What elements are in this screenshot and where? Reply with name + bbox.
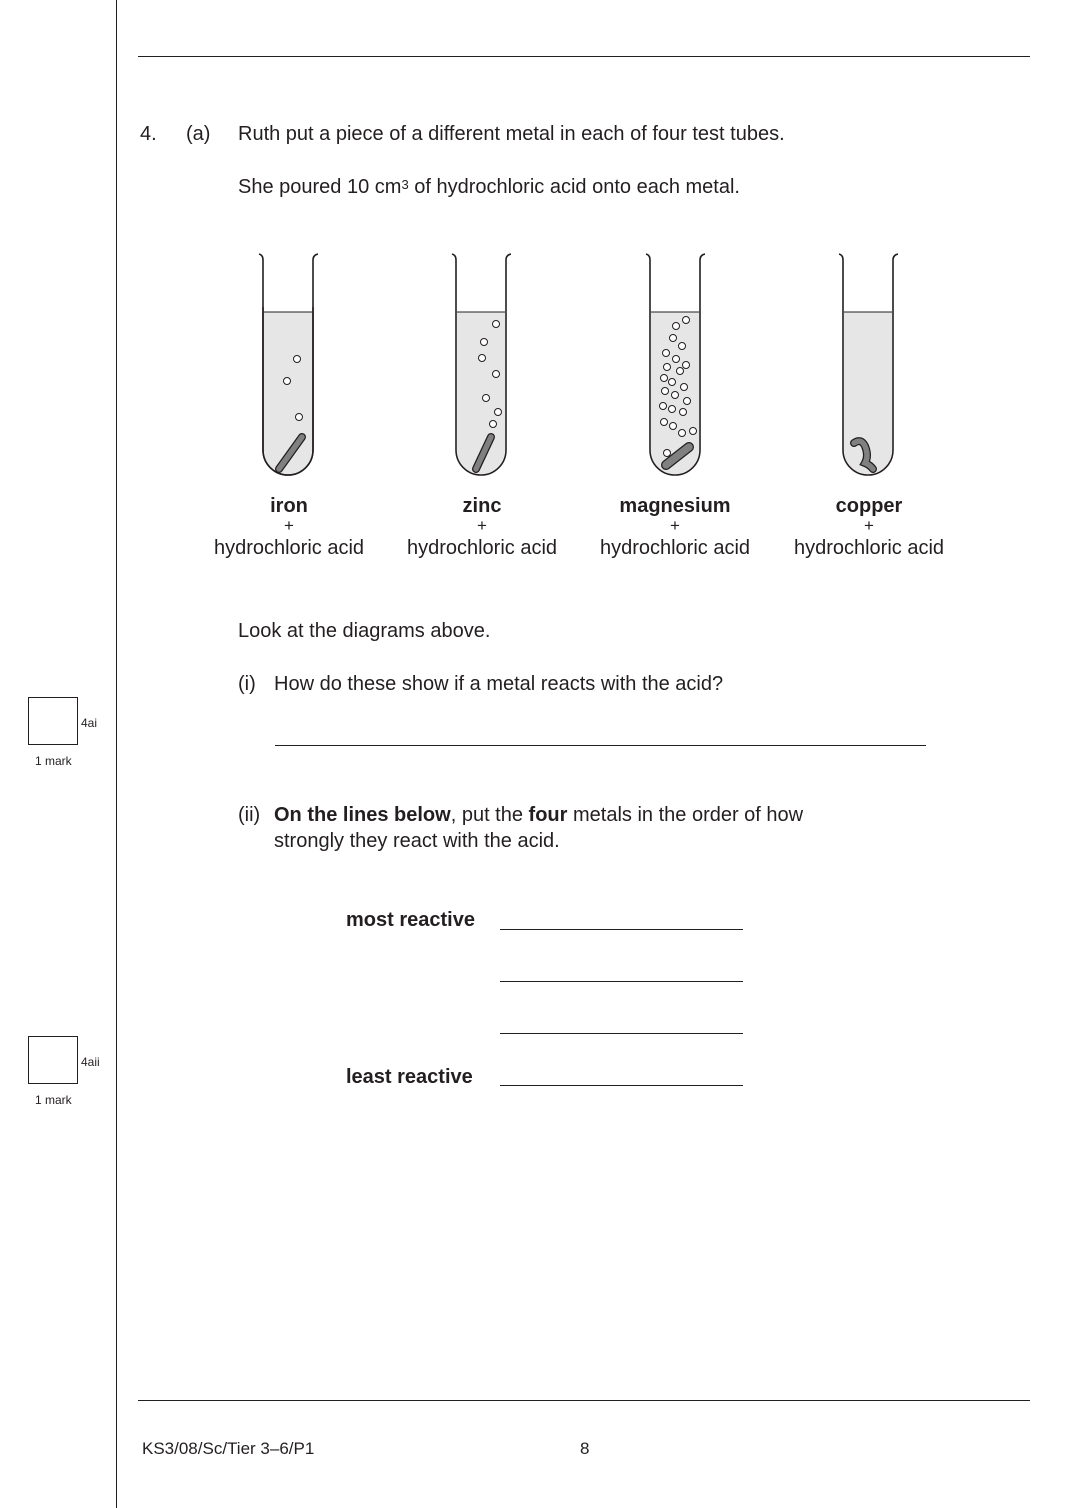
most-reactive-label: most reactive [346,909,475,931]
rank-line-2[interactable] [500,981,743,982]
acid-name: hydrochloric acid [793,537,945,559]
intro-line-2: She poured 10 $cm^3$ of hydrochloric acid onto each metal. [238,176,740,198]
mark-label-4aii: 1 mark [35,1093,72,1107]
margin-rule [116,0,117,1508]
part-ii-label: (ii) [238,804,261,826]
mark-code-4aii: 4aii [81,1055,100,1069]
question-part: (a) [186,123,211,145]
metal-name: magnesium [619,495,731,517]
part-ii-question-line-2: strongly they react with the acid. [274,830,560,852]
plus-sign: + [477,516,487,535]
part-i-label: (i) [238,673,256,695]
mark-box-4aii[interactable] [28,1036,78,1084]
rank-line-4[interactable] [500,1085,743,1086]
mark-code-4ai: 4ai [81,716,98,730]
mark-box-4ai[interactable] [28,697,78,745]
footer-rule [138,1400,1030,1401]
magnesium-test-tube-icon [645,250,705,482]
copper-test-tube-icon [838,250,898,482]
question-number: 4. [140,123,157,145]
acid-name: hydrochloric acid [406,537,558,559]
iron-test-tube-icon [258,250,318,482]
footer-code: KS3/08/Sc/Tier 3–6/P1 [142,1439,315,1458]
rank-line-1[interactable] [500,929,743,930]
part-ii-question-line-1: On the lines below, put the four metals in the order of how [274,804,804,826]
part-i-answer-line[interactable] [275,745,926,746]
metal-name: copper [835,495,903,517]
zinc-test-tube-icon [451,250,511,482]
plus-sign: + [670,516,680,535]
acid-name: hydrochloric acid [213,537,365,559]
plus-sign: + [284,516,294,535]
plus-sign: + [864,516,874,535]
acid-name: hydrochloric acid [599,537,751,559]
look-instruction: Look at the diagrams above. [238,620,491,642]
header-rule [138,56,1030,57]
mark-label-4ai: 1 mark [35,754,72,768]
rank-line-3[interactable] [500,1033,743,1034]
part-i-question: How do these show if a metal reacts with the acid? [274,673,724,695]
least-reactive-label: least reactive [346,1066,473,1088]
intro-line-1: Ruth put a piece of a different metal in each of four test tubes. [238,123,785,145]
page-number: 8 [580,1439,590,1458]
metal-name: zinc [462,495,502,517]
metal-name: iron [270,495,308,517]
